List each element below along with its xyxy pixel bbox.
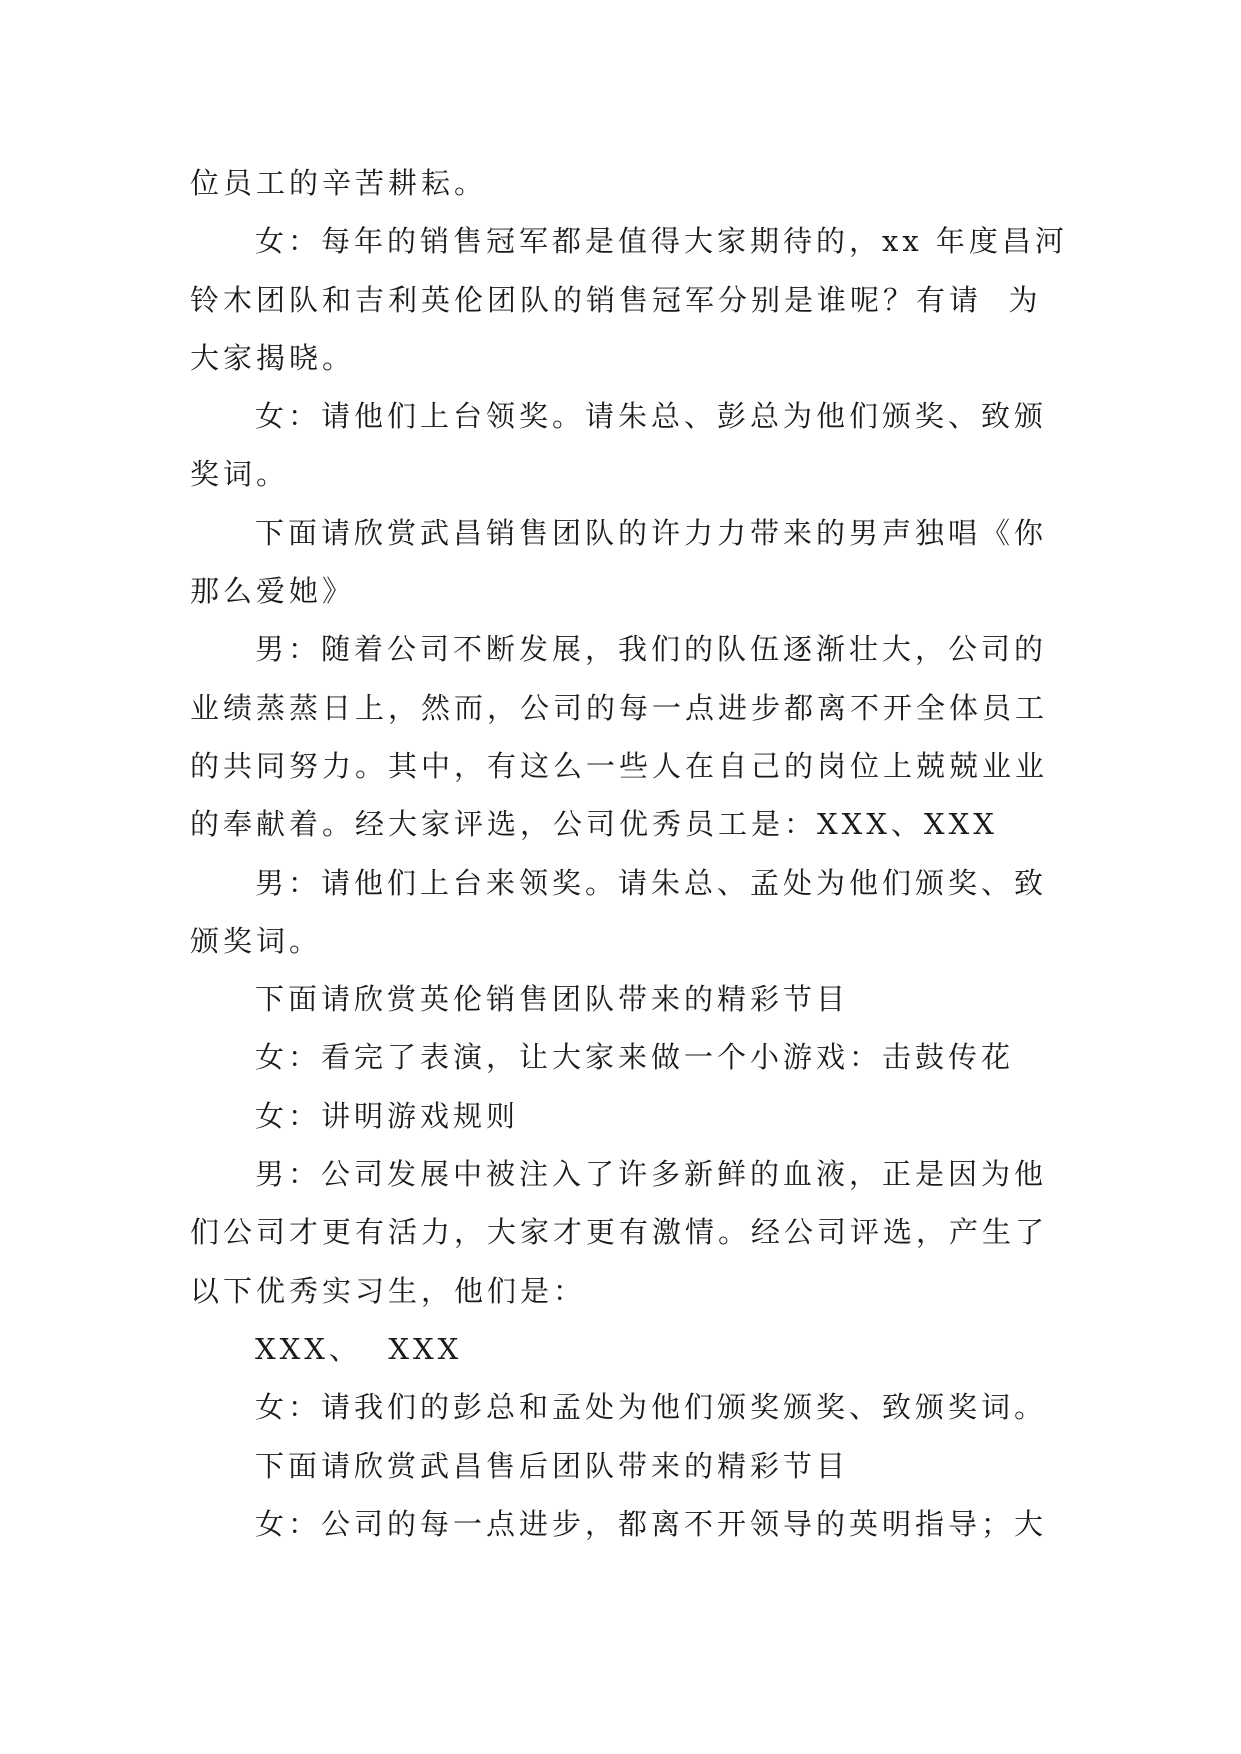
text-line: 铃木团队和吉利英伦团队的销售冠军分别是谁呢？有请 为	[190, 282, 1042, 317]
paragraph	[190, 1320, 1150, 1378]
text-line: 男：公司发展中被注入了许多新鲜的血液，正是因为他	[255, 1157, 1048, 1192]
text-line: 以下优秀实习生，他们是：	[190, 1273, 587, 1308]
text-line: 女：请他们上台领奖。请朱总、彭总为他们颁奖、致颁	[255, 399, 1048, 434]
continued-paragraph	[190, 154, 1150, 212]
text-line: 女：每年的销售冠军都是值得大家期待的，xx 年度昌河	[255, 224, 1068, 259]
text-line: 们公司才更有活力，大家才更有激情。经公司评选，产生了	[190, 1215, 1049, 1250]
text-line: 大家揭晓。	[190, 340, 356, 375]
paragraph	[190, 387, 1150, 504]
text-line: 女：讲明游戏规则	[255, 1098, 520, 1133]
paragraph	[190, 1437, 1150, 1495]
text-line: 下面请欣赏英伦销售团队带来的精彩节目	[255, 982, 850, 1017]
paragraph	[190, 1378, 1150, 1436]
paragraph	[190, 504, 1150, 621]
document-body	[190, 154, 1150, 1553]
text-line: 男：请他们上台来领奖。请朱总、孟处为他们颁奖、致	[255, 865, 1048, 900]
text-line: 下面请欣赏武昌销售团队的许力力带来的男声独唱《你	[255, 515, 1048, 550]
paragraph	[190, 1145, 1150, 1320]
text-line: XXX、 XXX	[255, 1331, 463, 1366]
text-line: 女：请我们的彭总和孟处为他们颁奖颁奖、致颁奖词。	[255, 1390, 1048, 1425]
text-line: 业绩蒸蒸日上，然而，公司的每一点进步都离不开全体员工	[190, 690, 1049, 725]
text-line: 的奉献着。经大家评选，公司优秀员工是：XXX、XXX	[190, 807, 998, 842]
text-line: 位员工的辛苦耕耘。	[190, 166, 488, 200]
paragraph	[190, 970, 1150, 1028]
text-line: 颁奖词。	[190, 923, 323, 958]
text-line: 奖词。	[190, 457, 290, 492]
paragraph	[190, 1087, 1150, 1145]
paragraph	[190, 1028, 1150, 1086]
text-line: 的共同努力。其中，有这么一些人在自己的岗位上兢兢业业	[190, 748, 1049, 783]
paragraph	[190, 212, 1150, 387]
paragraph	[190, 620, 1150, 853]
paragraph	[190, 854, 1150, 971]
text-line: 女：看完了表演，让大家来做一个小游戏：击鼓传花	[255, 1040, 1015, 1075]
paragraph	[190, 1495, 1150, 1553]
text-line: 下面请欣赏武昌售后团队带来的精彩节目	[255, 1448, 850, 1483]
text-line: 女：公司的每一点进步，都离不开领导的英明指导；大	[255, 1506, 1048, 1541]
text-line: 那么爱她》	[190, 574, 356, 609]
text-line: 男：随着公司不断发展，我们的队伍逐渐壮大，公司的	[255, 632, 1048, 667]
